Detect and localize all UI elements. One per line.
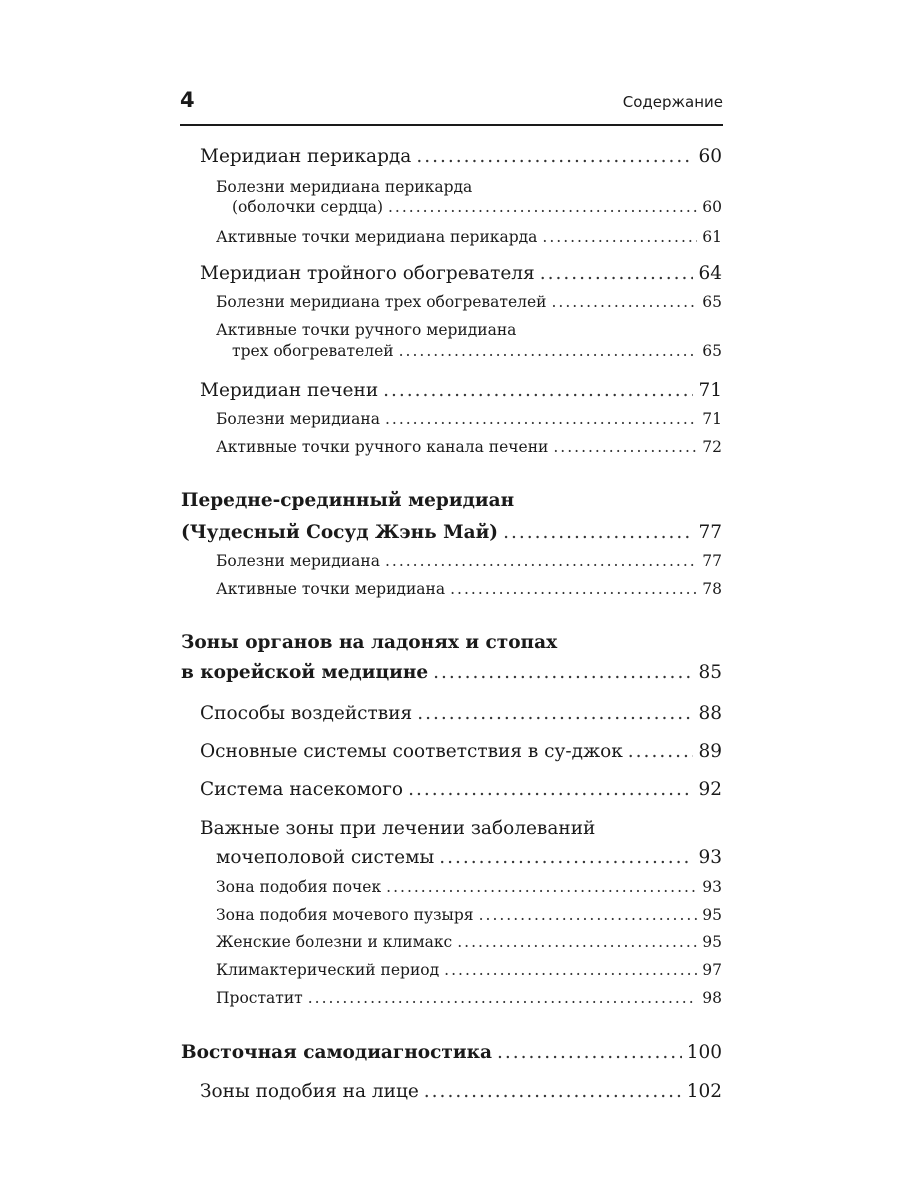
- toc-entry-title: Активные точки меридиана перикарда: [216, 228, 538, 246]
- toc-leader: [542, 228, 697, 246]
- toc-entry[interactable]: [216, 878, 722, 896]
- toc-entry[interactable]: [181, 662, 722, 683]
- toc-chapter-title: Восточная самодиагностика: [181, 1042, 492, 1063]
- toc-leader: [439, 847, 693, 868]
- toc-entry-page: 89: [698, 741, 722, 762]
- toc-entry-title: Болезни меридиана трех обогревателей: [216, 293, 547, 311]
- toc-entry[interactable]: [216, 293, 722, 311]
- toc-entry-page: 77: [698, 522, 722, 543]
- toc-entry-page: 102: [686, 1081, 722, 1102]
- toc-entry-page: 100: [686, 1042, 722, 1063]
- toc-entry-title[interactable]: Важные зоны при лечении заболеваний: [200, 818, 596, 839]
- toc-chapter-title[interactable]: Передне-срединный меридиан: [181, 490, 515, 511]
- toc-leader: [444, 961, 697, 979]
- toc-leader: [457, 933, 697, 951]
- toc-entry-title[interactable]: Болезни меридиана перикарда: [216, 178, 473, 196]
- toc-entry-title: Болезни меридиана: [216, 410, 380, 428]
- toc-leader: [503, 522, 693, 543]
- toc-entry-title: Меридиан тройного обогревателя: [200, 263, 535, 284]
- toc-entry-page: 88: [698, 703, 722, 724]
- toc-leader: [308, 989, 698, 1007]
- toc-entry[interactable]: [200, 146, 722, 167]
- toc-entry[interactable]: [216, 961, 722, 979]
- toc-leader: [388, 198, 697, 216]
- toc-entry-title: Климактерический период: [216, 961, 440, 979]
- toc-entry-title: Активные точки ручного канала печени: [216, 438, 549, 456]
- toc-leader: [385, 410, 697, 428]
- toc-entry[interactable]: [200, 741, 722, 762]
- toc-leader: [497, 1042, 682, 1063]
- toc-leader: [479, 906, 698, 924]
- toc-leader: [383, 380, 693, 401]
- toc-entry[interactable]: [181, 1042, 722, 1063]
- toc-leader: [628, 741, 694, 762]
- toc-leader: [417, 703, 693, 724]
- toc-entry-title: Женские болезни и климакс: [216, 933, 453, 951]
- toc-leader: [553, 438, 697, 456]
- running-title: Содержание: [622, 93, 723, 111]
- toc-entry-title: Основные системы соответствия в су-джок: [200, 741, 623, 762]
- toc-entry-page: 78: [702, 580, 722, 598]
- toc-entry-page: 71: [698, 380, 722, 401]
- toc-entry[interactable]: [216, 847, 722, 868]
- toc-entry-page: 60: [702, 198, 722, 216]
- toc-entry[interactable]: [200, 703, 722, 724]
- toc-entry-page: 64: [698, 263, 722, 284]
- toc-entry-title: Зоны подобия на лице: [200, 1081, 419, 1102]
- toc-leader: [399, 342, 698, 360]
- toc-entry[interactable]: [216, 228, 722, 246]
- toc-entry-page: 71: [702, 410, 722, 428]
- toc-entry-page: 61: [702, 228, 722, 246]
- toc-leader: [552, 293, 698, 311]
- toc-entry-title: Зона подобия почек: [216, 878, 382, 896]
- toc-entry-page: 93: [702, 878, 722, 896]
- toc-entry-page: 85: [698, 662, 722, 683]
- toc-leader: [433, 662, 693, 683]
- toc-entry[interactable]: [200, 263, 722, 284]
- page-number: 4: [180, 88, 195, 112]
- toc-entry[interactable]: [200, 779, 722, 800]
- toc-entry-title: Активные точки меридиана: [216, 580, 446, 598]
- toc-entry-title: Простатит: [216, 989, 303, 1007]
- toc-entry-title: Меридиан перикарда: [200, 146, 412, 167]
- toc-entry-title-continued: трех обогревателей: [232, 342, 394, 360]
- toc-entry-page: 65: [702, 342, 722, 360]
- toc-entry-title: Болезни меридиана: [216, 552, 380, 570]
- toc-entry[interactable]: [216, 552, 722, 570]
- toc-entry[interactable]: [232, 198, 722, 216]
- toc-leader: [416, 146, 693, 167]
- toc-entry[interactable]: [232, 342, 722, 360]
- toc-entry-page: 95: [702, 933, 722, 951]
- toc-entry-title: Способы воздействия: [200, 703, 413, 724]
- toc-chapter-title[interactable]: Зоны органов на ладонях и стопах: [181, 632, 558, 653]
- toc-leader: [540, 263, 694, 284]
- toc-entry[interactable]: [181, 522, 722, 543]
- toc-entry-page: 98: [702, 989, 722, 1007]
- toc-entry-page: 72: [702, 438, 722, 456]
- toc-entry-title-continued: в корейской медицине: [181, 662, 429, 683]
- toc-entry-page: 92: [698, 779, 722, 800]
- toc-entry[interactable]: [216, 906, 722, 924]
- toc-entry[interactable]: [216, 438, 722, 456]
- toc-entry[interactable]: [216, 989, 722, 1007]
- toc-entry-page: 77: [702, 552, 722, 570]
- toc-entry[interactable]: [200, 1081, 722, 1102]
- toc-entry-title-continued: (Чудесный Сосуд Жэнь Май): [181, 522, 499, 543]
- toc-entry-title: Зона подобия мочевого пузыря: [216, 906, 474, 924]
- toc-entry-title-continued: (оболочки сердца): [232, 198, 383, 216]
- toc-entry-page: 95: [702, 906, 722, 924]
- toc-leader: [386, 878, 697, 896]
- toc-leader: [424, 1081, 682, 1102]
- toc-entry-title[interactable]: Активные точки ручного меридиана: [216, 321, 517, 339]
- toc-entry-page: 65: [702, 293, 722, 311]
- toc-entry-title: Система насекомого: [200, 779, 404, 800]
- toc-entry-page: 93: [698, 847, 722, 868]
- toc-entry-title-continued: мочеполовой системы: [216, 847, 435, 868]
- toc-entry[interactable]: [200, 380, 722, 401]
- toc-entry-title: Меридиан печени: [200, 380, 379, 401]
- toc-entry-page: 60: [698, 146, 722, 167]
- toc-entry[interactable]: [216, 410, 722, 428]
- toc-leader: [408, 779, 693, 800]
- toc-entry-page: 97: [702, 961, 722, 979]
- toc-entry[interactable]: [216, 933, 722, 951]
- toc-leader: [450, 580, 697, 598]
- toc-leader: [385, 552, 697, 570]
- toc-entry[interactable]: [216, 580, 722, 598]
